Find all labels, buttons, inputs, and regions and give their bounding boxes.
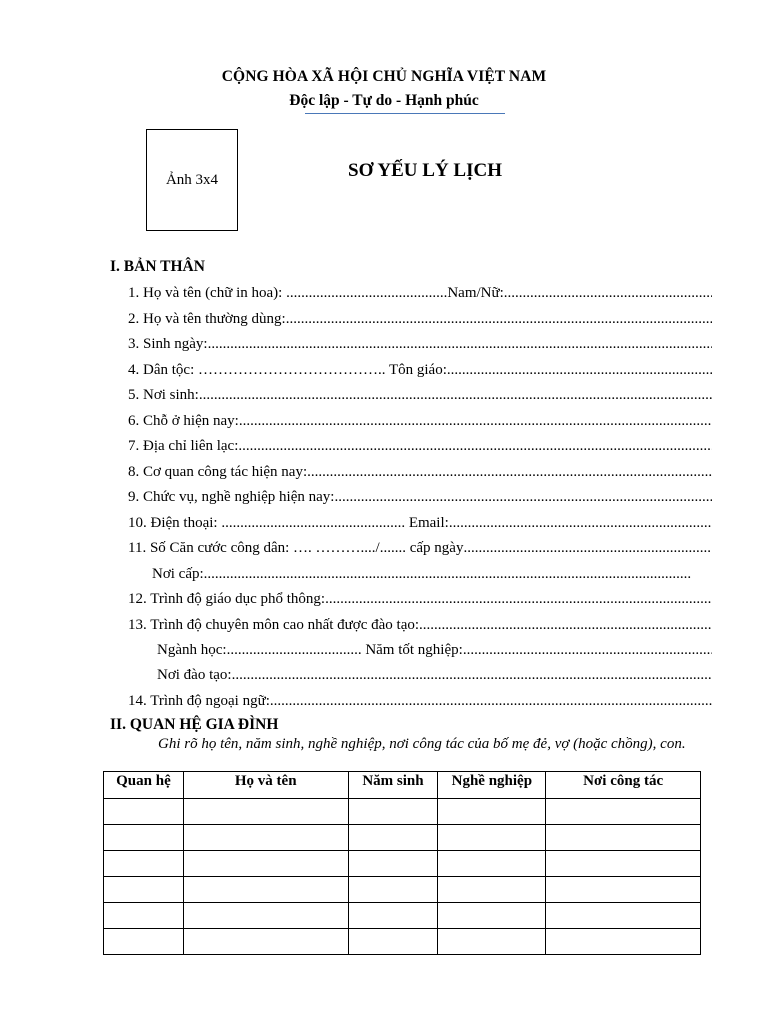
col-relationship: Quan hệ [104, 772, 184, 799]
field-label: 6. Chỗ ở hiện nay: [128, 413, 239, 429]
col-full-name: Họ và tên [183, 772, 348, 799]
table-cell[interactable] [546, 929, 701, 955]
table-row [104, 851, 701, 877]
field-birth-place[interactable] [128, 385, 712, 405]
field-label: Nơi đào tạo: [157, 667, 232, 683]
fill-line [504, 283, 712, 303]
table-cell[interactable] [546, 851, 701, 877]
field-professional-level[interactable] [128, 615, 712, 635]
fill-line [307, 462, 712, 482]
table-cell[interactable] [546, 825, 701, 851]
table-cell[interactable] [104, 929, 184, 955]
fill-line [208, 334, 712, 354]
table-row [104, 929, 701, 955]
table-row [104, 825, 701, 851]
field-label: 5. Nơi sinh: [128, 387, 199, 403]
field-label: 14. Trình độ ngoại ngữ: [128, 693, 270, 709]
fill-line [286, 309, 712, 329]
photo-box [146, 129, 238, 231]
field-label: 7. Địa chỉ liên lạc: [128, 438, 239, 454]
table-cell[interactable] [438, 877, 546, 903]
col-workplace: Nơi công tác [546, 772, 701, 799]
table-cell[interactable] [104, 877, 184, 903]
fill-line [449, 513, 712, 533]
motto: Độc lập - Tự do - Hạnh phúc [289, 92, 479, 109]
fill-line [270, 691, 712, 711]
field-phone-email[interactable] [128, 513, 712, 533]
field-birth-date[interactable] [128, 334, 712, 354]
table-cell[interactable] [183, 877, 348, 903]
field-general-education[interactable] [128, 589, 712, 609]
table-cell[interactable] [104, 825, 184, 851]
field-contact-address[interactable] [128, 436, 712, 456]
field-current-residence[interactable] [128, 411, 712, 431]
table-row [104, 877, 701, 903]
field-label: 3. Sinh ngày: [128, 336, 208, 352]
family-table-header [104, 772, 701, 799]
fill-line [463, 538, 712, 558]
fill-line [204, 564, 692, 584]
table-cell[interactable] [348, 877, 438, 903]
family-table [103, 771, 701, 955]
field-label: Nơi cấp: [152, 566, 204, 582]
table-cell[interactable] [438, 825, 546, 851]
table-cell[interactable] [104, 851, 184, 877]
family-note: Ghi rõ họ tên, năm sinh, nghề nghiệp, nơi công tác của bố mẹ đẻ, vợ (hoặc chồng), con. [158, 736, 686, 752]
table-cell[interactable] [348, 903, 438, 929]
fill-line [199, 385, 712, 405]
field-id-card[interactable] [128, 538, 712, 558]
fill-line [419, 615, 712, 635]
table-row [104, 903, 701, 929]
table-cell[interactable] [348, 851, 438, 877]
fill-line [232, 665, 712, 685]
field-label: 4. Dân tộc: ……………………………….. Tôn giáo: [128, 362, 447, 378]
table-cell[interactable] [183, 825, 348, 851]
field-workplace[interactable] [128, 462, 712, 482]
table-cell[interactable] [183, 799, 348, 825]
section-2-heading: II. QUAN HỆ GIA ĐÌNH [110, 716, 279, 733]
table-cell[interactable] [438, 851, 546, 877]
motto-underline [305, 113, 505, 114]
fill-line [463, 640, 712, 660]
field-position[interactable] [128, 487, 712, 507]
table-cell[interactable] [348, 825, 438, 851]
table-cell[interactable] [348, 799, 438, 825]
fill-line [447, 360, 712, 380]
table-cell[interactable] [183, 929, 348, 955]
field-full-name[interactable] [128, 283, 712, 303]
table-cell[interactable] [438, 903, 546, 929]
fill-line [334, 487, 712, 507]
table-cell[interactable] [438, 799, 546, 825]
field-label: 12. Trình độ giáo dục phổ thông: [128, 591, 326, 607]
field-label: 11. Số Căn cước công dân: …. ………..../....... cấp ngày [128, 540, 464, 556]
table-row [104, 799, 701, 825]
photo-box-label: Ảnh 3x4 [165, 171, 219, 188]
table-cell[interactable] [104, 799, 184, 825]
table-cell[interactable] [348, 929, 438, 955]
field-major-graduation[interactable] [157, 640, 712, 660]
fill-line [238, 436, 712, 456]
field-label: Ngành học:.................................... Năm tốt nghiệp: [157, 642, 463, 658]
national-title: CỘNG HÒA XÃ HỘI CHỦ NGHĨA VIỆT NAM [221, 68, 547, 85]
table-cell[interactable] [546, 877, 701, 903]
fill-line [325, 589, 712, 609]
table-cell[interactable] [546, 799, 701, 825]
field-foreign-language[interactable] [128, 691, 712, 711]
table-cell[interactable] [183, 903, 348, 929]
table-cell[interactable] [104, 903, 184, 929]
col-occupation: Nghề nghiệp [438, 772, 546, 799]
field-label: 13. Trình độ chuyên môn cao nhất được đào tạo: [128, 617, 420, 633]
table-cell[interactable] [183, 851, 348, 877]
col-birth-year: Năm sinh [348, 772, 438, 799]
field-label: 1. Họ và tên (chữ in hoa): ...........................................Nam/Nữ: [128, 285, 504, 301]
field-training-place[interactable] [157, 665, 712, 685]
fill-line [239, 411, 712, 431]
field-common-name[interactable] [128, 309, 712, 329]
field-ethnicity-religion[interactable] [128, 360, 712, 380]
field-id-issue-place[interactable] [152, 564, 692, 584]
field-label: 2. Họ và tên thường dùng: [128, 311, 286, 327]
field-label: 10. Điện thoại: ................................................. Email: [128, 515, 449, 531]
table-cell[interactable] [546, 903, 701, 929]
field-label: 8. Cơ quan công tác hiện nay: [128, 464, 308, 480]
form-title: SƠ YẾU LÝ LỊCH [348, 160, 502, 181]
section-1-heading: I. BẢN THÂN [110, 258, 205, 275]
field-label: 9. Chức vụ, nghề nghiệp hiện nay: [128, 489, 335, 505]
table-cell[interactable] [438, 929, 546, 955]
